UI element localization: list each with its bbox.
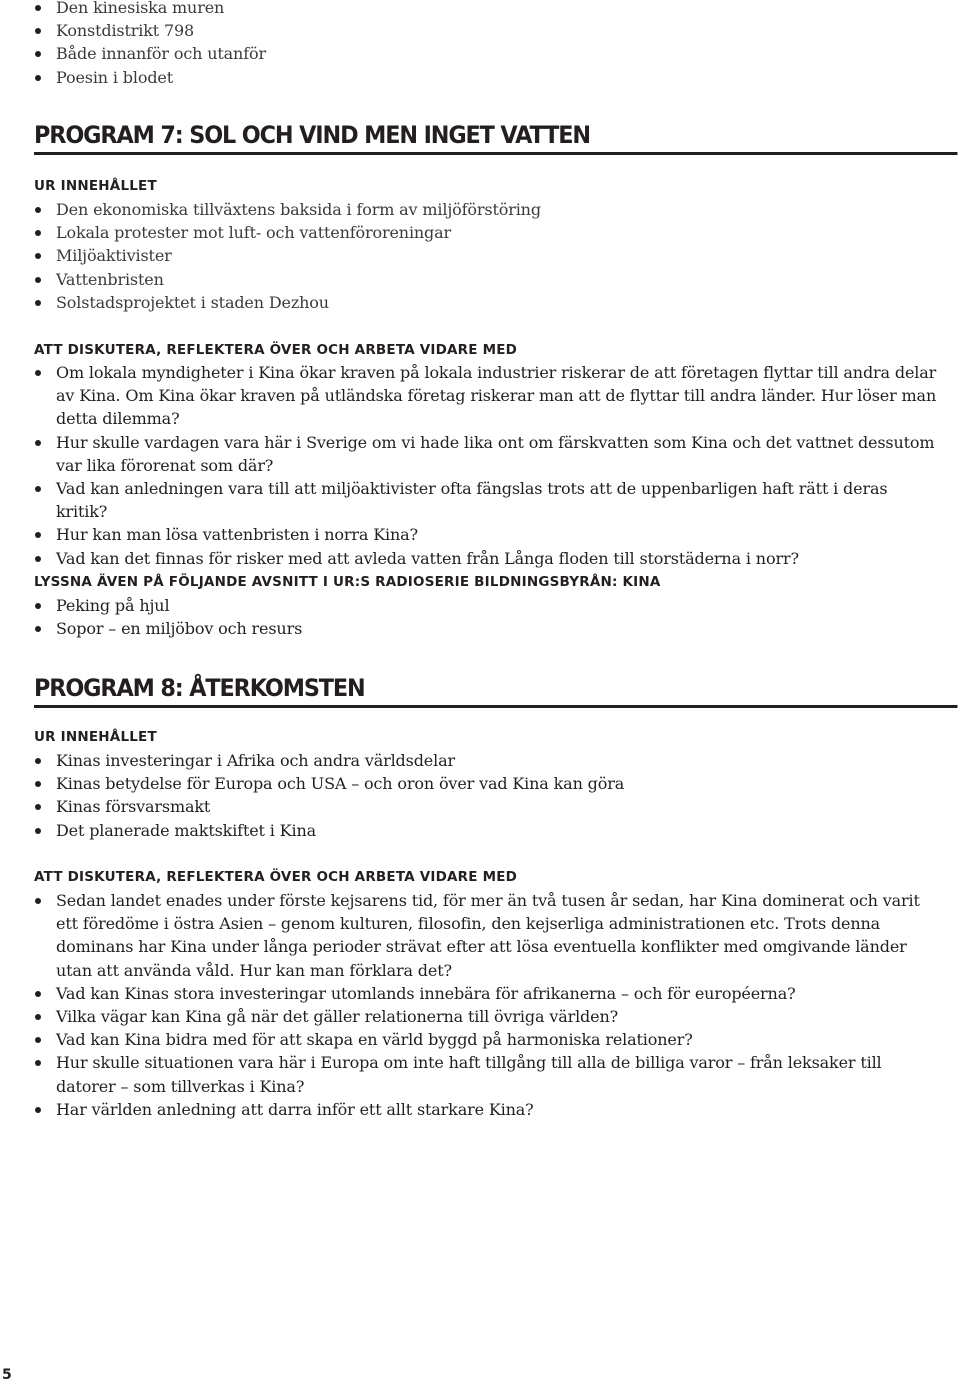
- program-7-discuss-list: [34, 361, 939, 570]
- program-7-content-heading: UR INNEHÅLLET: [34, 178, 157, 194]
- list-item: Har världen anledning att darra inför ett allt starkare Kina?: [34, 1098, 939, 1121]
- list-item: Poesin i blodet: [34, 66, 958, 89]
- list-item: Miljöaktivister: [34, 244, 958, 267]
- list-item: Kinas investeringar i Afrika och andra världsdelar: [34, 749, 958, 772]
- page-number: 5: [2, 1367, 12, 1383]
- list-item: Vad kan Kinas stora investeringar utomlands innebära för afrikanerna – och för européerna?: [34, 982, 939, 1005]
- list-item: Vad kan det finnas för risker med att avleda vatten från Långa floden till storstäderna i norr?: [34, 547, 939, 570]
- list-item: Kinas försvarsmakt: [34, 795, 958, 818]
- program-7-discuss-heading: ATT DISKUTERA, REFLEKTERA ÖVER OCH ARBETA VIDARE MED: [34, 342, 518, 358]
- program-7-listen-heading: LYSSNA ÄVEN PÅ FÖLJANDE AVSNITT I UR:S RADIOSERIE BILDNINGSBYRÅN: KINA: [34, 574, 661, 590]
- list-item: Peking på hjul: [34, 594, 958, 617]
- list-item: Hur skulle situationen vara här i Europa om inte haft tillgång till alla de billiga varor – från leksaker till datorer – som tillverkas i Kina?: [34, 1051, 939, 1097]
- list-item: Sopor – en miljöbov och resurs: [34, 617, 958, 640]
- list-item: Både innanför och utanför: [34, 42, 958, 65]
- list-item: Vilka vägar kan Kina gå när det gäller relationerna till övriga världen?: [34, 1005, 939, 1028]
- program-8-title: PROGRAM 8: ÅTERKOMSTEN: [34, 673, 957, 708]
- list-item: Den ekonomiska tillväxtens baksida i form av miljöförstöring: [34, 198, 958, 221]
- list-item: Hur skulle vardagen vara här i Sverige om vi hade lika ont om färskvatten som Kina och det vattnet dessutom var lika förorenat som där?: [34, 431, 939, 477]
- list-item: Hur kan man lösa vattenbristen i norra Kina?: [34, 523, 939, 546]
- program-8-content-list: [34, 749, 958, 842]
- program-7-title: PROGRAM 7: SOL OCH VIND MEN INGET VATTEN: [34, 120, 957, 155]
- program-8-discuss-list: [34, 889, 939, 1121]
- list-item: Sedan landet enades under förste kejsarens tid, för mer än två tusen år sedan, har Kina dominerat och varit ett föredöme i östra Asien – genom kulturen, filosofin, den kejserliga administrationen etc. Trots denna dominans har Kina under långa perioder strävat efter att lösa eventuella konflikter med omgivande länder utan att använda våld. Hur kan man förklara det?: [34, 889, 939, 982]
- list-item: Den kinesiska muren: [34, 0, 958, 19]
- list-item: Konstdistrikt 798: [34, 19, 958, 42]
- program-7-listen-list: [34, 594, 958, 640]
- list-item: Det planerade maktskiftet i Kina: [34, 819, 958, 842]
- list-item: Vattenbristen: [34, 268, 958, 291]
- intro-list: [34, 0, 958, 89]
- list-item: Vad kan anledningen vara till att miljöaktivister ofta fängslas trots att de uppenbarligen haft rätt i deras kritik?: [34, 477, 939, 523]
- list-item: Om lokala myndigheter i Kina ökar kraven på lokala industrier riskerar de att företagen flyttar till andra delar av Kina. Om Kina ökar kraven på utländska företag riskerar man att de flyttar till andra länder. Hur löser man detta dilemma?: [34, 361, 939, 431]
- program-7-content-list: [34, 198, 958, 314]
- program-8-content-heading: UR INNEHÅLLET: [34, 729, 157, 745]
- list-item: Kinas betydelse för Europa och USA – och oron över vad Kina kan göra: [34, 772, 958, 795]
- list-item: Lokala protester mot luft- och vattenföroreningar: [34, 221, 958, 244]
- list-item: Solstadsprojektet i staden Dezhou: [34, 291, 958, 314]
- list-item: Vad kan Kina bidra med för att skapa en värld byggd på harmoniska relationer?: [34, 1028, 939, 1051]
- program-8-discuss-heading: ATT DISKUTERA, REFLEKTERA ÖVER OCH ARBETA VIDARE MED: [34, 869, 518, 885]
